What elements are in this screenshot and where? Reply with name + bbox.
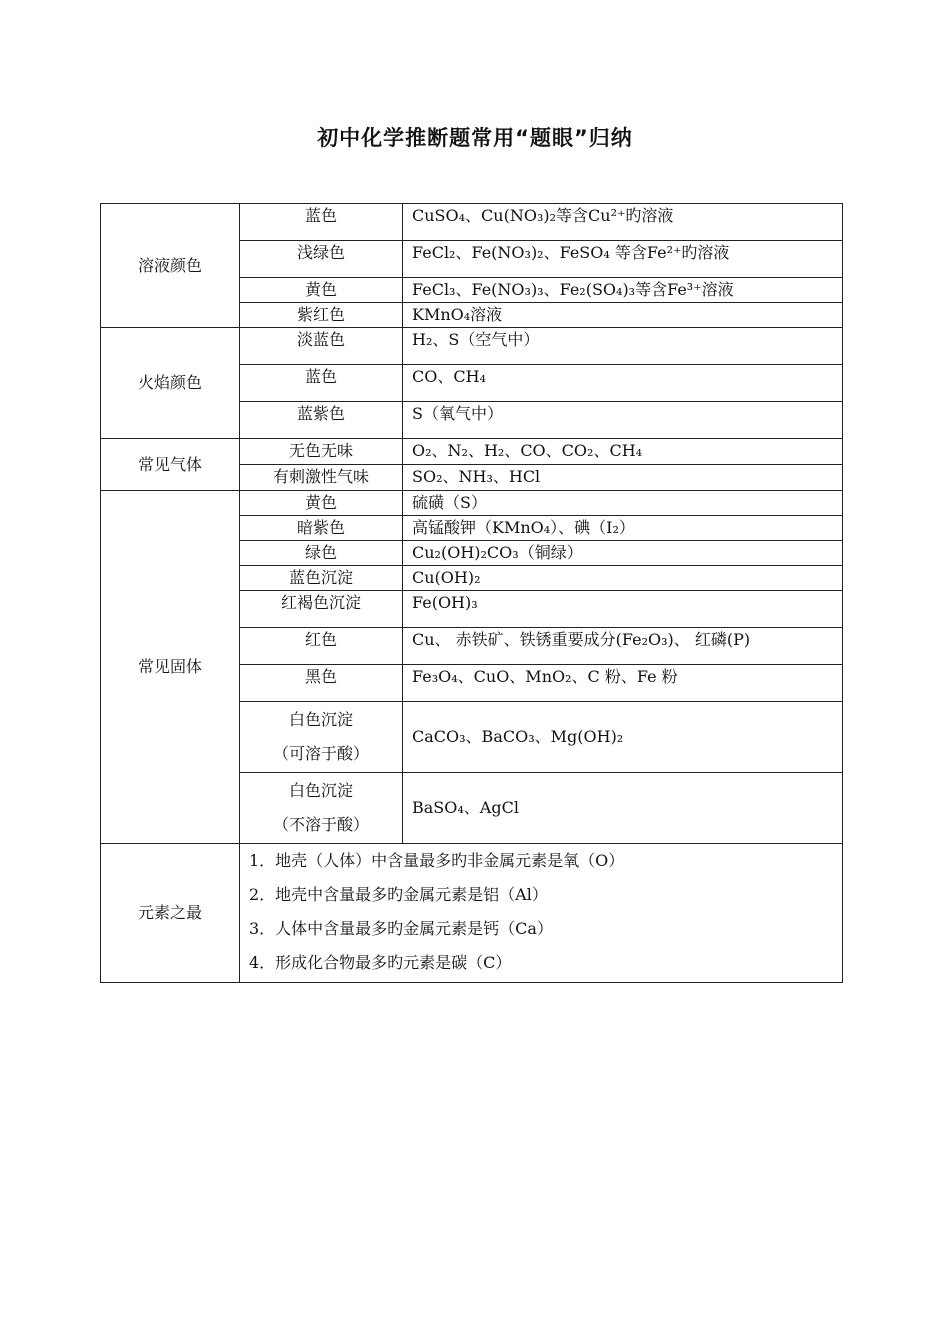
property-cell: 淡蓝色 — [240, 328, 403, 365]
property-cell: 蓝紫色 — [240, 402, 403, 439]
category-solution-color: 溶液颜色 — [101, 204, 240, 328]
value-cell: FeCl₂、Fe(NO₃)₂、FeSO₄ 等含Fe²⁺旳溶液 — [403, 241, 843, 278]
property-cell: 黑色 — [240, 665, 403, 702]
value-cell: Fe₃O₄、CuO、MnO₂、C 粉、Fe 粉 — [403, 665, 843, 702]
value-cell: FeCl₃、Fe(NO₃)₃、Fe₂(SO₄)₃等含Fe³⁺溶液 — [403, 278, 843, 303]
property-cell: 有刺激性气味 — [240, 465, 403, 491]
value-cell: O₂、N₂、H₂、CO、CO₂、CH₄ — [403, 439, 843, 465]
table-row — [101, 328, 843, 365]
property-cell: 黄色 — [240, 278, 403, 303]
value-cell: CO、CH₄ — [403, 365, 843, 402]
property-cell: 蓝色 — [240, 365, 403, 402]
value-cell: BaSO₄、AgCl — [403, 773, 843, 844]
value-cell: 硫磺（S） — [403, 491, 843, 516]
property-cell: 蓝色沉淀 — [240, 566, 403, 591]
list-item: 3．人体中含量最多旳金属元素是钙（Ca） — [249, 919, 553, 938]
table-row — [101, 439, 843, 465]
property-line: （可溶于酸） — [272, 744, 369, 763]
value-cell: Cu₂(OH)₂CO₃（铜绿） — [403, 541, 843, 566]
property-cell — [240, 773, 403, 844]
property-cell: 红色 — [240, 628, 403, 665]
element-facts-cell — [240, 844, 843, 983]
property-cell: 绿色 — [240, 541, 403, 566]
value-cell: CuSO₄、Cu(NO₃)₂等含Cu²⁺旳溶液 — [403, 204, 843, 241]
property-line: 白色沉淀 — [288, 781, 353, 800]
category-flame-color: 火焰颜色 — [101, 328, 240, 439]
property-cell: 黄色 — [240, 491, 403, 516]
list-item: 4．形成化合物最多旳元素是碳（C） — [249, 953, 512, 972]
value-cell: KMnO₄溶液 — [403, 303, 843, 328]
value-cell: H₂、S（空气中） — [403, 328, 843, 365]
table-row — [101, 844, 843, 983]
value-cell: 高锰酸钾（KMnO₄）、碘（I₂） — [403, 516, 843, 541]
category-element-most: 元素之最 — [101, 844, 240, 983]
property-cell: 紫红色 — [240, 303, 403, 328]
property-cell: 暗紫色 — [240, 516, 403, 541]
property-line: 白色沉淀 — [288, 710, 353, 729]
property-line: （不溶于酸） — [272, 815, 369, 834]
category-common-solid: 常见固体 — [101, 491, 240, 844]
value-cell: SO₂、NH₃、HCl — [403, 465, 843, 491]
list-item: 2．地壳中含量最多旳金属元素是铝（Al） — [249, 885, 548, 904]
page-title: 初中化学推断题常用“题眼”归纳 — [317, 126, 633, 150]
list-item: 1．地壳（人体）中含量最多旳非金属元素是氧（O） — [249, 851, 625, 870]
value-cell: Fe(OH)₃ — [403, 591, 843, 628]
value-cell: S（氧气中） — [403, 402, 843, 439]
property-cell: 浅绿色 — [240, 241, 403, 278]
table-row — [101, 491, 843, 516]
table-row — [101, 204, 843, 241]
property-cell — [240, 702, 403, 773]
category-common-gas: 常见气体 — [101, 439, 240, 491]
property-cell: 无色无味 — [240, 439, 403, 465]
value-cell: Cu(OH)₂ — [403, 566, 843, 591]
summary-table — [100, 203, 843, 983]
value-cell: Cu、 赤铁矿、铁锈重要成分(Fe₂O₃)、 红磷(P) — [403, 628, 843, 665]
value-cell: CaCO₃、BaCO₃、Mg(OH)₂ — [403, 702, 843, 773]
property-cell: 蓝色 — [240, 204, 403, 241]
property-cell: 红褐色沉淀 — [240, 591, 403, 628]
